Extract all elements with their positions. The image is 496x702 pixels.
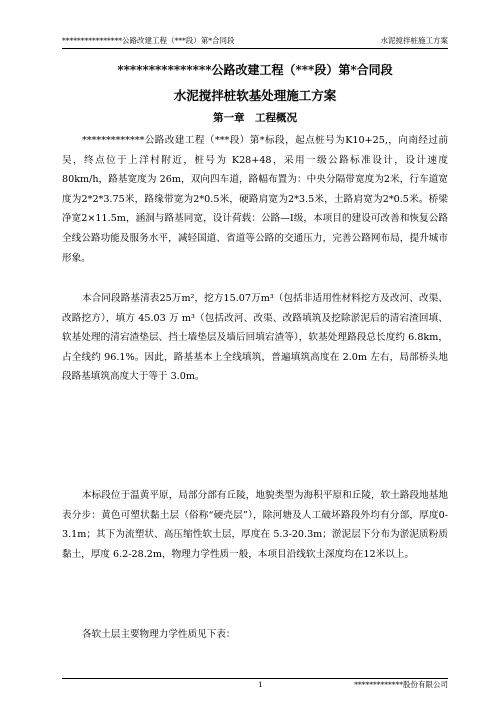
paragraph-geology: 本标段位于温黄平原，局部分部有丘陵，地貌类型为海积平原和丘陵，软土路段地基地表分步：黄色可塑状黏土层（俗称“硬壳层”），除河塘及人工破坏路段外均有分部，厚度0-3.1m；其下为流塑状、高压缩性软土层，厚度在 5.3-20.3m；淤泥层下分布为淤泥质粉质黏土，厚度 6.2-28.2m，物理力学性质一般，本项目沿线软土深度均在12米以上。 xyxy=(62,490,448,560)
header-divider xyxy=(62,48,448,49)
document-title: ***************公路改建工程（***段）第*合同段 xyxy=(117,63,393,77)
paragraph-earthwork: 本合同段路基清表25万m²，挖方15.07万m³（包括非适用性材料挖方及改河、改渠、改路挖方），填方 45.03 万 m³（包括改河、改渠、改路填筑及挖除淤泥后的清宕渣回填、软基处理的清宕渣垫层、挡土墙垫层及墙后回填宕渣等），软基处理路段总长度约 6.8km，占全线约 96.1%。因此，路基基本上全线填筑，普遍填筑高度在 2.0m 左右，局部桥头地段路基填筑高度大于等于 3.0m。 xyxy=(62,293,448,383)
document-subtitle: 水泥搅拌桩软基处理施工方案 xyxy=(173,88,337,103)
paragraph-table-intro: 各软土层主要物理力学性质见下表： xyxy=(82,629,236,640)
page-footer xyxy=(62,680,448,690)
footer-company: *************股份有限公司 xyxy=(354,680,448,689)
header-project-title: ****************公路改建工程（***段）第*合同段 xyxy=(62,36,235,45)
header-document-title: 水泥搅拌桩施工方案 xyxy=(380,36,448,45)
chapter-heading: 第一章 工程概况 xyxy=(213,112,297,124)
paragraph-overview: *************公路改建工程（***段）第*标段，起点桩号为K10+25,，向南经过前吴，终点位于上洋村附近，桩号为 K28+48，采用一级公路标准设计，设计速度 80km/h，路基宽度为 26m，双向四车道，路幅布置为：中央分隔带宽度为2米，行车道宽度为2*2*3.75米，路缘带宽为2*0.5米，硬路肩宽为2*3.5米，土路肩宽为2*0.5米。桥梁净宽2×11.5m，涵洞与路基同宽，设计荷载：公路—Ⅰ级，本项目的建设可改善和恢复公路全线公路功能及服务水平，减轻国道、省道等公路的交通压力，完善公路网布局，提升城市形象。 xyxy=(62,135,448,264)
page-header xyxy=(62,36,448,48)
page-number: 1 xyxy=(258,680,263,689)
footer-divider xyxy=(62,678,448,679)
